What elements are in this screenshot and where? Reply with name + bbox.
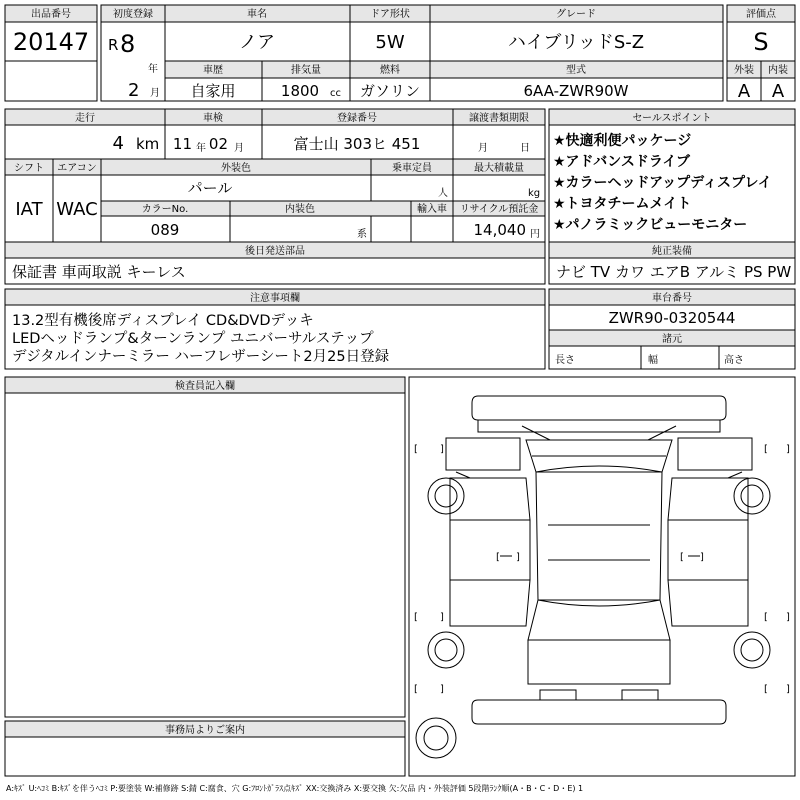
- door-type: 5W: [375, 32, 405, 53]
- svg-text:]: ]: [786, 684, 790, 695]
- right-fender: [678, 438, 752, 470]
- cc-unit: cc: [330, 88, 341, 99]
- rear-bumper: [472, 700, 726, 724]
- ext-color-label: 外装色: [221, 163, 251, 174]
- svg-text:[: [: [680, 552, 684, 563]
- wheel-front-left: [428, 478, 464, 514]
- era: R: [108, 36, 119, 54]
- mileage: 4: [112, 133, 124, 154]
- score-block: [727, 5, 795, 102]
- kei-unit: 系: [357, 229, 367, 240]
- interior-label: 内装: [768, 65, 788, 76]
- mileage-label: 走行: [75, 113, 95, 124]
- capacity-label: 乗車定員: [392, 163, 432, 174]
- legend-footer: A:ｷｽﾞ U:ﾍｺﾐ B:ｷｽﾞを伴うﾍｺﾐ P:要塗装 W:補修跡 S:錆 C:腐食、穴 G:ﾌﾛﾝﾄｶﾞﾗｽ点ｷｽﾞ XX:交換済み X:要交換 欠:欠品 内・外装評価 5段階ﾗﾝｸ順(A・B・C・D・E) 1: [6, 784, 584, 793]
- score: S: [753, 28, 769, 56]
- reg-month: 2: [128, 80, 140, 101]
- later-parts-block: [5, 242, 545, 284]
- year-unit: 年: [148, 64, 158, 75]
- chassis-block: [549, 289, 795, 369]
- chassis-number: ZWR90-0320544: [608, 309, 736, 327]
- sales-point-item: ★アドバンスドライブ: [553, 154, 691, 170]
- note-line: デジタルインナーミラー ハーフレザーシート2月25日登録: [12, 349, 390, 365]
- dimensions-label: 諸元: [662, 334, 682, 345]
- front-panel: [478, 420, 720, 432]
- grade-label: グレード: [556, 9, 596, 20]
- lot-number-label: 出品番号: [31, 9, 71, 20]
- transfer-due-label: 譲渡書類期限: [469, 113, 529, 124]
- color-no-label: カラーNo.: [141, 204, 189, 215]
- sales-point-item: ★パノラミックビューモニター: [553, 217, 748, 233]
- month-unit: 月: [150, 88, 160, 99]
- chassis-label: 車台番号: [652, 293, 692, 304]
- car-name-label: 車名: [247, 9, 267, 20]
- spare-wheel: [416, 718, 456, 758]
- inspection-label: 車検: [203, 113, 223, 124]
- reg-no-label: 登録番号: [337, 113, 377, 124]
- vehicle-info-block: [101, 5, 723, 101]
- height-label: 高さ: [724, 355, 744, 366]
- note-line: LEDヘッドランプ&ターンランプ ユニバーサルステップ: [12, 331, 374, 347]
- svg-text:[: [: [414, 444, 418, 455]
- svg-text:]: ]: [516, 552, 520, 563]
- wheel-front-right: [734, 478, 770, 514]
- model-code: 6AA-ZWR90W: [523, 82, 629, 100]
- svg-text:[: [: [764, 612, 768, 623]
- lot-number-block: [5, 5, 97, 101]
- score-label: 評価点: [746, 9, 776, 20]
- svg-text:[: [: [764, 684, 768, 695]
- sales-point-item: ★快適利便パッケージ: [553, 133, 692, 149]
- int-color-label: 内装色: [285, 204, 315, 215]
- ext-color: パール: [187, 179, 233, 197]
- roof: [536, 466, 662, 606]
- inspector-block: [5, 377, 405, 717]
- inspection-year: 11: [172, 135, 192, 153]
- svg-text:[: [: [414, 612, 418, 623]
- svg-text:]: ]: [786, 444, 790, 455]
- right-front-door: [668, 478, 748, 520]
- office-block: [5, 721, 405, 776]
- note-line: 13.2型有機後席ディスプレイ CD&DVDデッキ: [12, 313, 314, 329]
- shift: IAT: [15, 199, 43, 220]
- left-rear-quarter: [450, 580, 530, 626]
- sales-point-block: [549, 109, 795, 242]
- svg-text:]: ]: [440, 684, 444, 695]
- shift-label: シフト: [14, 163, 44, 174]
- right-rear-quarter: [668, 580, 748, 626]
- aircon: WAC: [56, 199, 98, 220]
- svg-text:[: [: [414, 684, 418, 695]
- width-label: 幅: [648, 355, 658, 366]
- left-front-door: [450, 478, 530, 520]
- left-fender: [446, 438, 520, 470]
- inspector-label: 検査員記入欄: [175, 381, 235, 392]
- right-rear-door: [668, 520, 748, 580]
- later-parts: 保証書 車両取説 キーレス: [12, 263, 186, 281]
- inspection-year-unit: 年: [196, 143, 206, 154]
- displacement: 1800: [280, 82, 320, 100]
- sales-point-item: ★トヨタチームメイト: [553, 196, 692, 212]
- door-label: ドア形状: [370, 9, 410, 20]
- later-parts-label: 後日発送部品: [245, 246, 305, 257]
- model-code-label: 型式: [566, 65, 586, 76]
- genuine-equipment-block: [549, 242, 795, 284]
- km-unit: km: [136, 135, 160, 153]
- wheel-rear-right: [734, 632, 770, 668]
- kg-unit: kg: [528, 188, 541, 199]
- sales-point-item: ★カラーヘッドアップディスプレイ: [553, 175, 772, 191]
- genuine-equipment: ナビ TV カワ エアB アルミ PS PW: [556, 263, 792, 281]
- svg-text:]: ]: [700, 552, 704, 563]
- notes-block: [5, 289, 545, 369]
- grade: ハイブリッドS-Z: [507, 32, 645, 53]
- sales-point-label: セールスポイント: [632, 113, 712, 124]
- first-reg-label: 初度登録: [113, 9, 153, 20]
- lot-number: 20147: [12, 28, 90, 56]
- back-door: [528, 640, 670, 684]
- displacement-label: 排気量: [291, 65, 321, 76]
- svg-text:]: ]: [440, 444, 444, 455]
- interior-grade: A: [771, 81, 785, 102]
- fuel: ガソリン: [359, 82, 421, 100]
- office-label: 事務局よりご案内: [165, 725, 245, 736]
- max-load-label: 最大積載量: [474, 163, 524, 174]
- color-no: 089: [150, 221, 180, 239]
- aircon-label: エアコン: [57, 163, 97, 174]
- import-label: 輸入車: [417, 204, 447, 215]
- recycle-label: リサイクル預託金: [459, 204, 539, 215]
- notes-label: 注意事項欄: [250, 293, 300, 304]
- svg-text:[: [: [764, 444, 768, 455]
- due-day-unit: 日: [520, 143, 530, 154]
- front-bumper: [472, 396, 726, 420]
- inspection-month-unit: 月: [234, 143, 244, 154]
- genuine-label: 純正装備: [652, 246, 692, 257]
- svg-text:[: [: [496, 552, 500, 563]
- registration-number: 富士山 303ヒ 451: [293, 135, 421, 153]
- svg-text:]: ]: [786, 612, 790, 623]
- svg-text:]: ]: [440, 612, 444, 623]
- yen-unit: 円: [530, 229, 540, 240]
- fuel-label: 燃料: [380, 65, 400, 76]
- right-tail-light: [622, 690, 658, 700]
- inspection-month: 02: [208, 135, 228, 153]
- wheel-rear-left: [428, 632, 464, 668]
- car-diagram: [409, 377, 795, 776]
- car-name: ノア: [239, 32, 275, 53]
- history-label: 車歴: [203, 65, 223, 76]
- left-tail-light: [540, 690, 576, 700]
- exterior-label: 外装: [734, 65, 754, 76]
- length-label: 長さ: [555, 355, 575, 366]
- recycle-fee: 14,040: [473, 221, 526, 239]
- exterior-grade: A: [737, 81, 751, 102]
- left-rear-door: [450, 520, 530, 580]
- person-unit: 人: [438, 188, 448, 199]
- history: 自家用: [190, 82, 236, 100]
- due-month-unit: 月: [478, 143, 488, 154]
- reg-year: 8: [120, 30, 136, 58]
- detail-block: [5, 109, 545, 242]
